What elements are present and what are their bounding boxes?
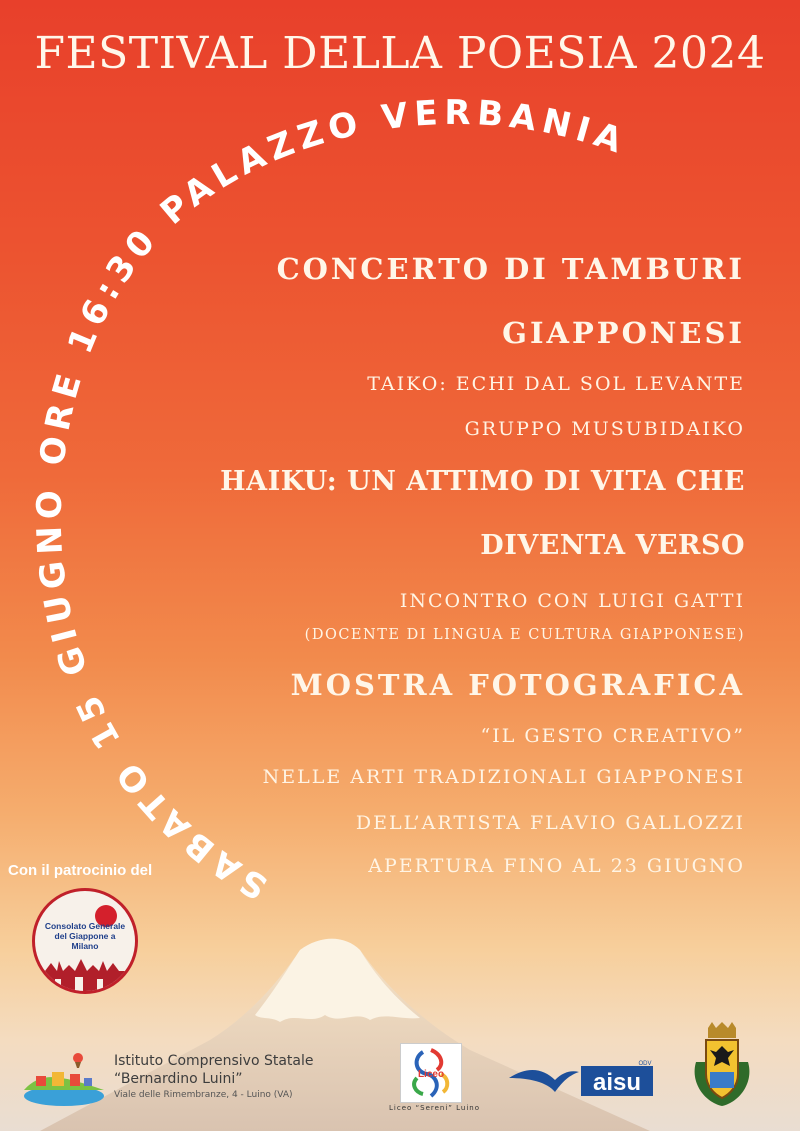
liceo-caption: Liceo “Sereni” Luino [389,1104,481,1112]
concerto-heading-line1: CONCERTO DI TAMBURI [276,252,745,286]
school-name-line2: “Bernardino Luini” [114,1071,243,1087]
date-venue-arc-text: SABATO 15 GIUGNO ORE 16:30 PALAZZO VERBANIA [29,92,633,907]
mostra-heading: MOSTRA FOTOGRAFICA [290,668,745,702]
svg-text:Liceo: Liceo [417,1069,445,1080]
aisu-logo [507,1060,655,1098]
haiku-heading-line2: DIVENTA VERSO [480,530,745,561]
concerto-heading-line2: GIAPPONESI [502,316,745,350]
concerto-subtitle: TAIKO: ECHI DAL SOL LEVANTE [367,373,745,395]
liceo-logo-icon [401,1044,461,1102]
duomo-icon [45,957,125,991]
haiku-heading-line1: HAIKU: UN ATTIMO DI VITA CHE [220,466,745,497]
patronage-label: Con il patrocinio del [8,862,153,879]
luino-coat-of-arms-icon [690,1022,754,1110]
liceo-logo [400,1043,462,1103]
svg-text:aisu: aisu [592,1069,642,1096]
school-village-logo-icon [22,1050,106,1108]
consolato-logo [32,888,138,994]
mostra-dates: APERTURA FINO AL 23 GIUGNO [368,855,745,877]
mostra-artist: DELL’ARTISTA FLAVIO GALLOZZI [355,812,745,834]
school-address: Viale delle Rimembranze, 4 - Luino (VA) [114,1090,293,1100]
consolato-name: Consolato Generale del Giappone a Milano [44,921,126,951]
mostra-title: “IL GESTO CREATIVO” [480,725,745,747]
concerto-group: GRUPPO MUSUBIDAIKO [464,418,745,440]
mostra-subject: NELLE ARTI TRADIZIONALI GIAPPONESI [262,766,745,788]
haiku-speaker: INCONTRO CON LUIGI GATTI [399,590,745,612]
haiku-speaker-role: (DOCENTE DI LINGUA E CULTURA GIAPPONESE) [304,627,745,643]
school-name-block [114,1052,313,1102]
svg-text:ODV: ODV [638,1061,652,1067]
school-name-line1: Istituto Comprensivo Statale [114,1053,314,1069]
poster-title: FESTIVAL DELLA POESIA 2024 [34,28,766,79]
